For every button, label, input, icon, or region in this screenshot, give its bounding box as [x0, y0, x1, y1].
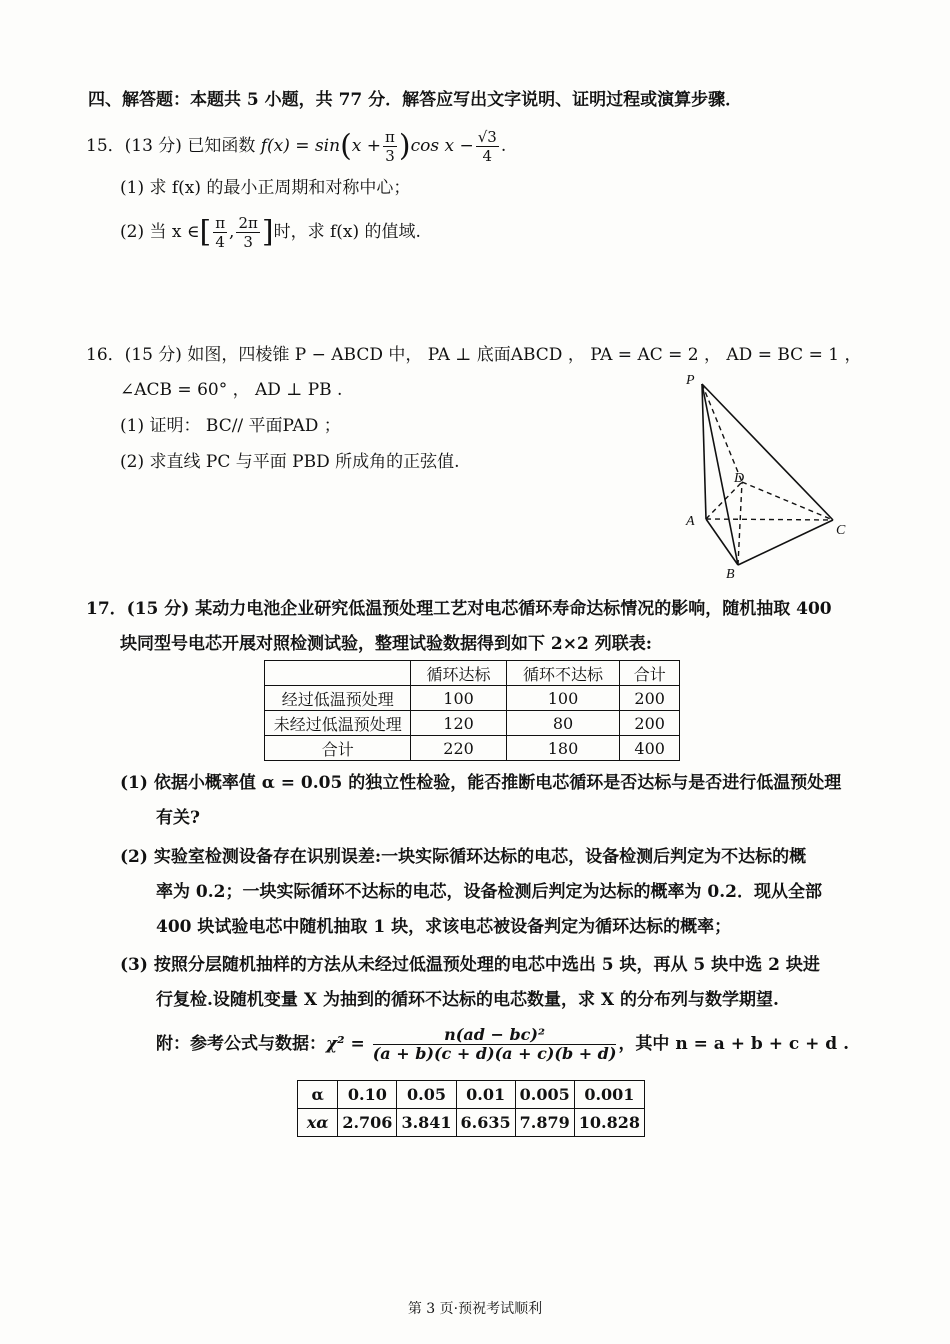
q17-part3-cont: 行复检.设随机变量 X 为抽到的循环不达标的电芯数量，求 X 的分布列与数学期望. — [156, 990, 779, 1010]
q17-part2-cont1: 率为 0.2；一块实际循环不达标的电芯，设备检测后判定为达标的概率为 0.2．现从全部 — [156, 882, 822, 902]
page-footer: 第 3 页·预祝考试顺利 — [407, 1301, 543, 1317]
q15-part1: (1) 求 f(x) 的最小正周期和对称中心； — [120, 178, 411, 198]
edge-DC — [742, 482, 833, 520]
q16-stem: 16．(15 分) 如图，四棱锥 P − ABCD 中， PA ⊥ 底面ABCD ， PA = AC = 2 ， AD = BC = 1 ， — [86, 345, 862, 365]
edge-PD — [702, 384, 742, 482]
q15-part2: (2) 当 x ∈[ $\frac{\pi}{4}$ , $\frac{2\pi}{3}$ ]时，求 f(x) 的值域. — [120, 214, 421, 251]
q17-part2-cont2: 400 块试验电芯中随机抽取 1 块，求该电芯被设备判定为循环达标的概率； — [156, 917, 732, 937]
section-header — [88, 88, 742, 112]
q17-part1: (1) 依据小概率值 α = 0.05 的独立性检验，能否推断电芯循环是否达标与是否进行低温预处理 — [120, 773, 842, 793]
section-title: 四、解答题： — [88, 90, 190, 110]
critical-value-table — [297, 1080, 645, 1137]
table-row: 经过低温预处理 100 100 200 — [265, 686, 680, 711]
edge-BD — [738, 482, 742, 565]
contingency-table — [264, 660, 680, 761]
edge-AD — [706, 482, 742, 519]
section-desc: 本题共 5 小题，共 77 分．解答应写出文字说明、证明过程或演算步骤． — [190, 90, 743, 110]
q17-part2: (2) 实验室检测设备存在识别误差:一块实际循环达标的电芯，设备检测后判定为不达标的概 — [120, 847, 807, 867]
reference-formula: 附：参考公式与数据：χ² = $\frac{\text{n(ad − bc)²}}{(a + b)(c + d)(a + c)(b + d)}$ ，其中 n = a + b + c + d . — [156, 1025, 850, 1063]
q17-part3: (3) 按照分层随机抽样的方法从未经过低温预处理的电芯中选出 5 块，再从 5 块中选 2 块进 — [120, 955, 820, 975]
table-header-row: 循环达标 循环不达标 合计 — [265, 661, 680, 686]
chi-square-fraction: $\frac{\text{n(ad − bc)²}}{(a + b)(c + d)(a + c)(b + d)}$ — [372, 1025, 617, 1063]
label-B: B — [726, 567, 735, 582]
pi-over-3: $\frac{\pi}{3}$ — [385, 128, 395, 165]
q17-stem: 17．(15 分) 某动力电池企业研究低温预处理工艺对电芯循环寿命达标情况的影响，随机抽取 400 — [86, 599, 832, 619]
edge-BC — [738, 520, 833, 565]
q16-part1: (1) 证明： BC// 平面PAD ； — [120, 416, 341, 436]
q16-line2: ∠ACB = 60° ， AD ⊥ PB . — [120, 380, 343, 400]
table-row: 合计 220 180 400 — [265, 736, 680, 761]
q17-part1-cont: 有关? — [156, 808, 200, 828]
label-A: A — [686, 514, 695, 529]
label-P: P — [686, 373, 695, 388]
label-D: D — [734, 471, 745, 486]
x-alpha-row: xα 2.706 3.841 6.635 7.879 10.828 — [298, 1109, 645, 1137]
edge-AC — [706, 519, 833, 520]
q16-part2: (2) 求直线 PC 与平面 PBD 所成角的正弦值. — [120, 452, 460, 472]
sqrt3-over-4: $\frac{√3}{4}$ — [477, 128, 497, 165]
alpha-row: α 0.10 0.05 0.01 0.005 0.001 — [298, 1081, 645, 1109]
pyramid-figure — [680, 370, 860, 585]
label-C: C — [836, 523, 846, 538]
edge-PC — [702, 384, 833, 520]
table-row: 未经过低温预处理 120 80 200 — [265, 711, 680, 736]
q15-stem: 15．(13 分) 已知函数 f(x) = sin(x + $\frac{\pi}{3}$ )cos x − $\frac{√3}{4}$ . — [86, 128, 507, 165]
q17-stem-2: 块同型号电芯开展对照检测试验，整理试验数据得到如下 2×2 列联表: — [120, 634, 653, 654]
